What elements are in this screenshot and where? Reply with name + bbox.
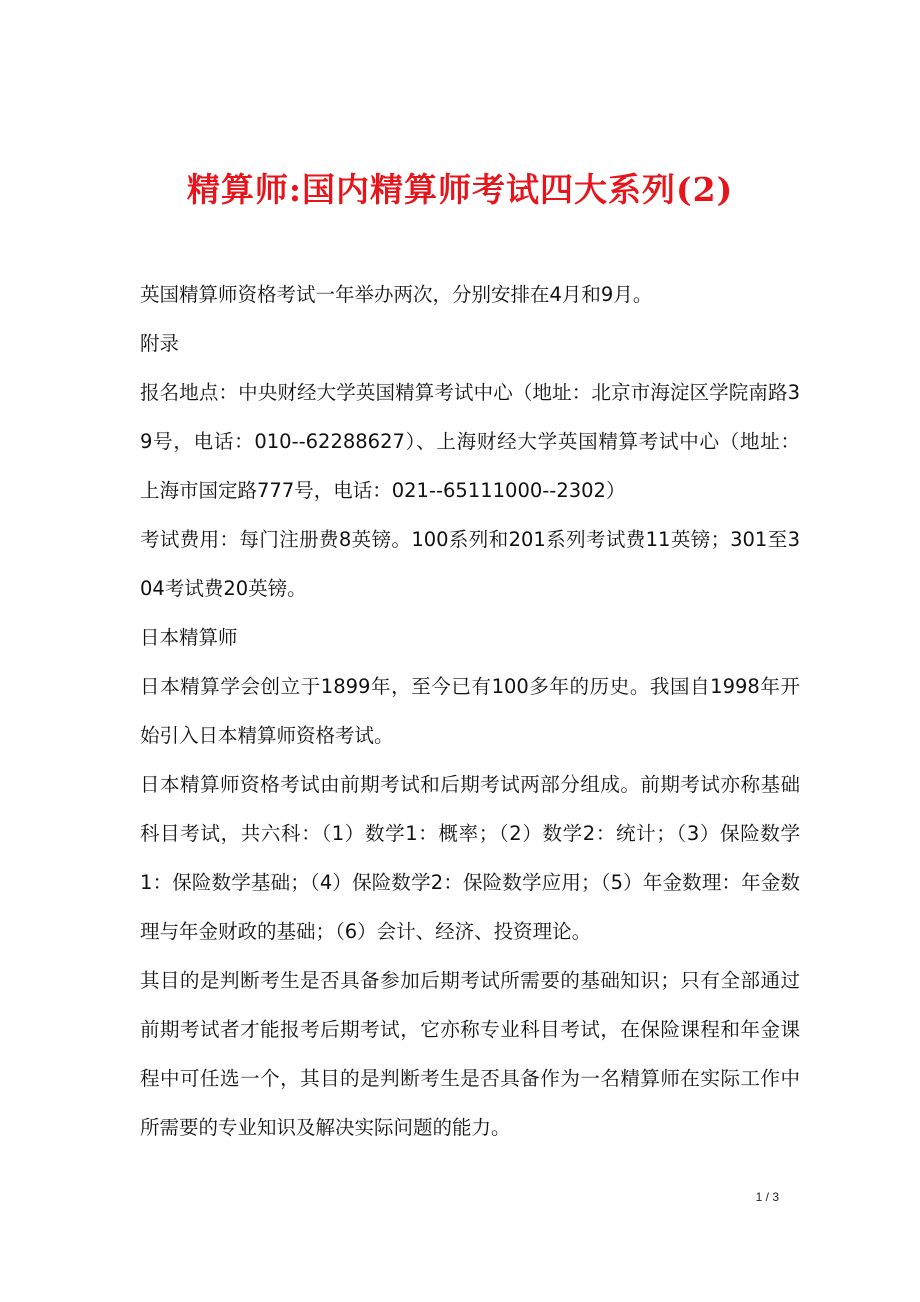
- paragraph-registration-locations: 报名地点：中央财经大学英国精算考试中心（地址：北京市海淀区学院南路39号，电话：010--62288627）、上海财经大学英国精算考试中心（地址：上海市国定路777号，电话：021--65111000--2302）: [140, 381, 800, 502]
- paragraph-exam-purpose: 其目的是判断考生是否具备参加后期考试所需要的基础知识；只有全部通过前期考试者才能报考后期考试，它亦称专业科目考试，在保险课程和年金课程中可任选一个，其目的是判断考生是否具备作为一名精算师在实际工作中所需要的专业知识及解决实际问题的能力。: [140, 969, 800, 1139]
- paragraph-exam-fees: 考试费用：每门注册费8英镑。100系列和201系列考试费11英镑；301至304考试费20英镑。: [140, 528, 800, 600]
- document-title: 精算师:国内精算师考试四大系列(2): [186, 170, 734, 210]
- paragraph-japan-history: 日本精算学会创立于1899年，至今已有100多年的历史。我国自1998年开始引入日本精算师资格考试。: [140, 675, 800, 747]
- paragraph-uk-exam-schedule: 英国精算师资格考试一年举办两次，分别安排在4月和9月。: [140, 283, 653, 306]
- paragraph-appendix-heading: 附录: [140, 332, 180, 355]
- paragraph-japan-exam-structure: 日本精算师资格考试由前期考试和后期考试两部分组成。前期考试亦称基础科目考试，共六科：（1）数学1：概率；（2）数学2：统计；（3）保险数学1：保险数学基础；（4）保险数学2：保险数学应用；（5）年金数理：年金数理与年金财政的基础；（6）会计、经济、投资理论。: [140, 773, 800, 943]
- document-body: [140, 270, 800, 1152]
- page-number: 1 / 3: [755, 1190, 779, 1204]
- paragraph-japan-heading: 日本精算师: [140, 626, 238, 649]
